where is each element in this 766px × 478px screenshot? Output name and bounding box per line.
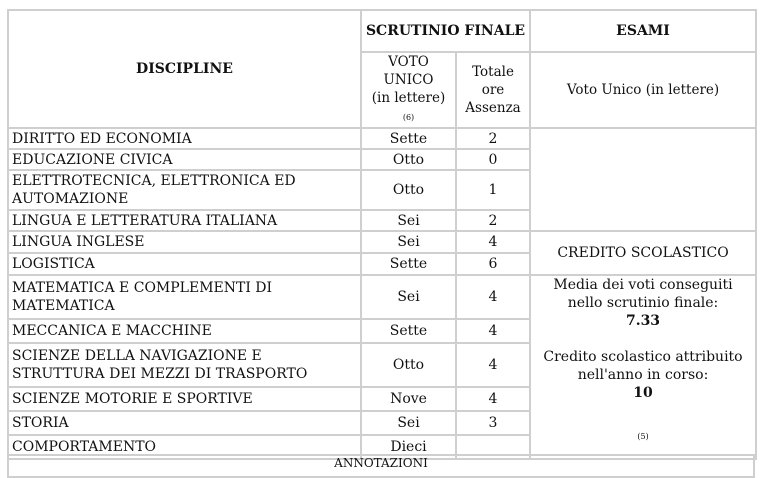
subject-voto: Nove [361,387,456,411]
subject-ore: 4 [456,319,530,343]
subject-voto: Dieci [361,435,456,459]
subject-ore: 3 [456,411,530,435]
subject-ore: 4 [456,231,530,253]
subject-ore: 4 [456,343,530,387]
subject-voto: Sei [361,210,456,231]
subject-name: SCIENZE MOTORIE E SPORTIVE [8,387,361,411]
subject-voto: Otto [361,343,456,387]
credito-label: Credito scolastico attribuito nell'anno in corso: [543,349,743,383]
voto-unico-line1: VOTO [388,54,429,70]
subject-name: LINGUA E LETTERATURA ITALIANA [8,210,361,231]
subject-voto: Sei [361,411,456,435]
subject-voto: Sette [361,319,456,343]
annotazioni-box [7,454,755,478]
subject-voto: Sei [361,275,456,319]
subject-ore: 4 [456,275,530,319]
subject-name: LINGUA INGLESE [8,231,361,253]
table-row [8,275,756,319]
voto-unico-note: (6) [402,113,415,122]
header-discipline: DISCIPLINE [8,10,361,128]
subject-voto: Otto [361,170,456,210]
grades-table [7,9,757,460]
subject-name: EDUCAZIONE CIVICA [8,149,361,170]
subject-ore: 4 [456,387,530,411]
table-row [8,128,756,149]
subject-name: DIRITTO ED ECONOMIA [8,128,361,149]
subject-voto: Sei [361,231,456,253]
subject-ore: 2 [456,128,530,149]
table-row [8,231,756,253]
header-esami: ESAMI [530,10,756,52]
media-value: 7.33 [625,313,661,329]
subject-ore: 6 [456,253,530,275]
credito-details [530,275,756,459]
subject-name: MECCANICA E MACCHINE [8,319,361,343]
annotazioni-label: ANNOTAZIONI [334,456,428,470]
subject-voto: Sette [361,253,456,275]
credito-note: (5) [637,432,649,441]
subject-ore: 1 [456,170,530,210]
subject-ore: 2 [456,210,530,231]
subject-ore: 0 [456,149,530,170]
subject-voto: Sette [361,128,456,149]
subject-name: ELETTROTECNICA, ELETTRONICA ED AUTOMAZIONE [8,170,361,210]
subject-voto: Otto [361,149,456,170]
subject-name: COMPORTAMENTO [8,435,361,459]
header-voto-unico [361,52,456,128]
esami-empty-cell [530,128,756,231]
voto-unico-line2: UNICO [383,72,434,88]
media-label: Media dei voti conseguiti nello scrutinio finale: [553,277,733,311]
subject-name: MATEMATICA E COMPLEMENTI DI MATEMATICA [8,275,361,319]
credito-value: 10 [633,385,653,401]
subject-name: LOGISTICA [8,253,361,275]
header-scrutinio-finale: SCRUTINIO FINALE [361,10,530,52]
header-totale-ore: Totale ore Assenza [456,52,530,128]
voto-unico-line3: (in lettere) [371,90,446,106]
credito-scolastico-title: CREDITO SCOLASTICO [530,231,756,275]
header-esami-voto: Voto Unico (in lettere) [530,52,756,128]
subject-name: STORIA [8,411,361,435]
subject-name: SCIENZE DELLA NAVIGAZIONE E STRUTTURA DEI MEZZI DI TRASPORTO [8,343,361,387]
